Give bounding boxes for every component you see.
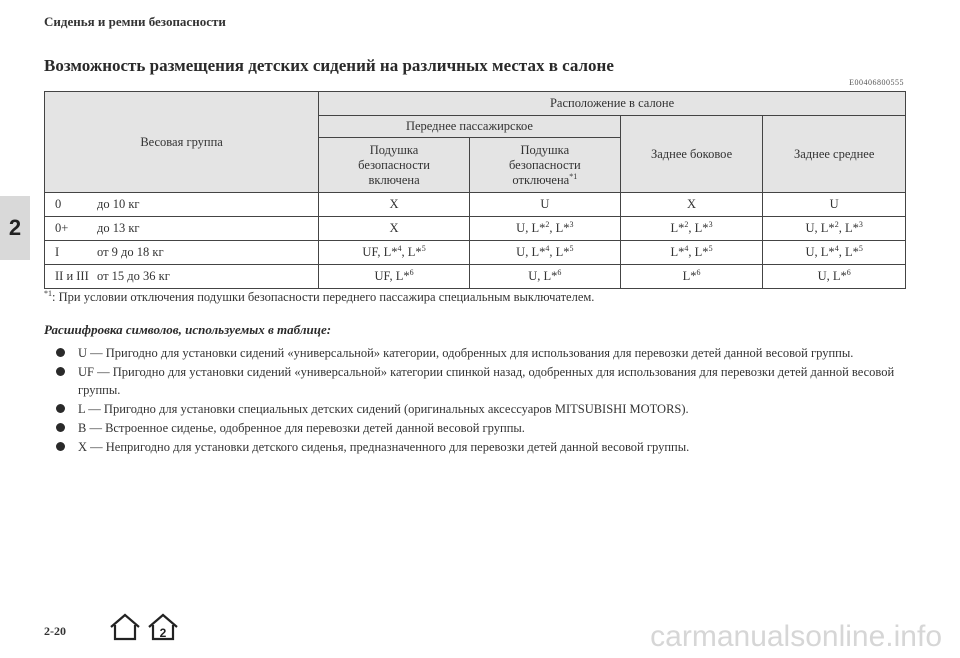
suitability-cell: L*$^2$, L*$^3$	[620, 217, 763, 241]
document-id: E00406800555	[849, 78, 904, 87]
section-header: Сиденья и ремни безопасности	[44, 14, 226, 29]
legend-item: U — Пригодно для установки сидений «универсальной» категории, одобренных для использования для перевозки детей данной весовой группы.	[56, 344, 906, 362]
suitability-cell: U, L*$^4$, L*$^5$	[763, 241, 906, 265]
suitability-cell: U	[469, 193, 620, 217]
chapter-tab[interactable]: 2	[0, 196, 30, 260]
home-icon[interactable]	[108, 612, 142, 642]
header-rear-center: Заднее среднее	[763, 116, 906, 193]
page-number: 2-20	[44, 624, 66, 638]
suitability-cell: U, L*$^4$, L*$^5$	[469, 241, 620, 265]
bullet-icon	[56, 442, 65, 451]
suitability-cell: L*$^4$, L*$^5$	[620, 241, 763, 265]
header-airbag-off: Подушка безопасности отключена$^{*1}$	[469, 138, 620, 193]
watermark: carmanualsonline.info	[650, 620, 942, 653]
weight-group-cell	[45, 217, 319, 241]
bullet-icon	[56, 404, 65, 413]
bullet-icon	[56, 348, 65, 357]
footnote: $^{*1}$: При условии отключения подушки безопасности переднего пассажира специальным выключателем.	[44, 288, 595, 304]
suitability-cell: U, L*$^6$	[469, 265, 620, 289]
bullet-icon	[56, 423, 65, 432]
weight-group-cell	[45, 241, 319, 265]
header-front-passenger: Переднее пассажирское	[319, 116, 621, 138]
legend-item: UF — Пригодно для установки сидений «универсальной» категории спинкой назад, одобренных для использования для перевозки детей данной весовой группы.	[56, 363, 906, 399]
weight-range: от 15 до 36 кг	[97, 269, 170, 283]
weight-group-code: II и III	[55, 269, 89, 283]
chapter-home-icon[interactable]	[146, 612, 180, 642]
suitability-cell: L*$^6$	[620, 265, 763, 289]
suitability-cell: X	[319, 193, 470, 217]
legend-list	[56, 344, 906, 457]
footer-nav	[108, 612, 180, 642]
page-title: Возможность размещения детских сидений на различных местах в салоне	[44, 56, 614, 75]
header-location: Расположение в салоне	[319, 92, 906, 116]
weight-range: до 10 кг	[97, 197, 140, 211]
bullet-icon	[56, 367, 65, 376]
legend-item: L — Пригодно для установки специальных детских сидений (оригинальных аксессуаров MITSUBISHI MOTORS).	[56, 400, 906, 418]
table-row	[45, 193, 906, 217]
header-airbag-on: Подушка безопасности включена	[319, 138, 470, 193]
suitability-cell: X	[319, 217, 470, 241]
legend-title: Расшифровка символов, используемых в таблице:	[44, 322, 332, 337]
suitability-cell: U, L*$^2$, L*$^3$	[469, 217, 620, 241]
weight-group-cell	[45, 265, 319, 289]
suitability-cell: U, L*$^2$, L*$^3$	[763, 217, 906, 241]
table-row	[45, 217, 906, 241]
suitability-cell: UF, L*$^6$	[319, 265, 470, 289]
weight-group-code: 0	[55, 197, 62, 211]
weight-group-cell	[45, 193, 319, 217]
header-weight-group: Весовая группа	[45, 92, 319, 193]
suitability-cell: U, L*$^6$	[763, 265, 906, 289]
weight-range: от 9 до 18 кг	[97, 245, 164, 259]
header-rear-side: Заднее боковое	[620, 116, 763, 193]
weight-range: до 13 кг	[97, 221, 140, 235]
child-seat-table	[44, 91, 906, 289]
weight-group-code: 0+	[55, 221, 69, 235]
suitability-cell: U	[763, 193, 906, 217]
suitability-cell: UF, L*$^4$, L*$^5$	[319, 241, 470, 265]
legend-item: B — Встроенное сиденье, одобренное для перевозки детей данной весовой группы.	[56, 419, 906, 437]
table-row	[45, 265, 906, 289]
legend-item: X — Непригодно для установки детского сиденья, предназначенного для перевозки детей данной весовой группы.	[56, 438, 906, 456]
table-row	[45, 241, 906, 265]
chapter-icon-label: 2	[159, 626, 167, 640]
suitability-cell: X	[620, 193, 763, 217]
weight-group-code: I	[55, 245, 60, 259]
